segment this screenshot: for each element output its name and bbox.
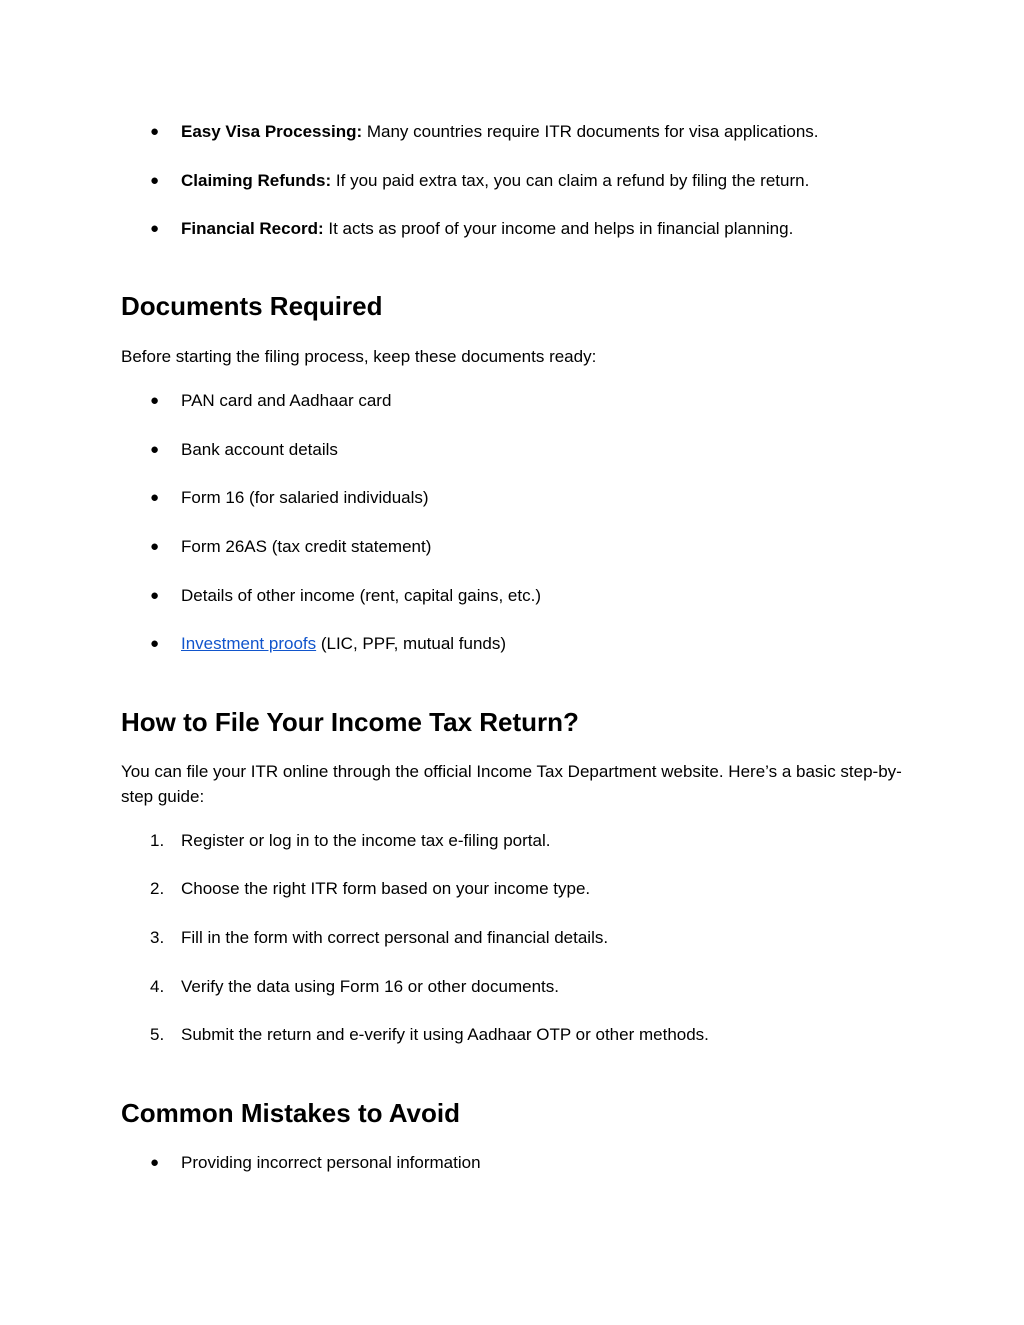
bullet-marker: ● [150, 587, 160, 604]
documents-intro: Before starting the filing process, keep these documents ready: [121, 347, 597, 366]
bullet-marker: ● [150, 1154, 160, 1171]
section-heading-documents: Documents Required [121, 291, 383, 321]
benefit-term: Financial Record: [181, 219, 324, 238]
benefit-text: If you paid extra tax, you can claim a refund by filing the return. [331, 171, 810, 190]
step-number: 1. [150, 831, 165, 850]
bullet-marker: ● [150, 220, 160, 237]
benefit-text: Many countries require ITR documents for visa applications. [362, 122, 819, 141]
bullet-marker: ● [150, 441, 160, 458]
benefit-term: Easy Visa Processing: [181, 122, 363, 141]
bullet-marker: ● [150, 123, 160, 140]
step-number: 2. [150, 879, 165, 898]
section-heading-common-mistakes: Common Mistakes to Avoid [121, 1098, 461, 1128]
how-to-file-intro: You can file your ITR online through the official Income Tax Department website. Here’s a basic step-by-step guide: [121, 762, 902, 806]
bullet-marker: ● [150, 489, 160, 506]
benefit-term: Claiming Refunds: [181, 171, 332, 190]
investment-proofs-link[interactable]: Investment proofs [181, 634, 317, 653]
bullet-marker: ● [150, 538, 160, 555]
bullet-marker: ● [150, 172, 160, 189]
step-number: 4. [150, 977, 165, 996]
bullet-marker: ● [150, 392, 160, 409]
step-number: 3. [150, 928, 165, 947]
benefit-text: It acts as proof of your income and helps in financial planning. [323, 219, 794, 238]
step-number: 5. [150, 1025, 165, 1044]
section-heading-how-to-file: How to File Your Income Tax Return? [121, 707, 579, 737]
document-page: ● Easy Visa Processing: Many countries require ITR documents for visa applications. ● Claiming Refunds: If you paid extra tax, you can claim a refund by filing the return. ● Financial Record: It acts as proof of your income and helps in financial planning. Documents Required Before starting the filing process, keep these documents ready: ● PAN card and Aadhaar card ● Bank account details ● Form 16 (for salaried individuals) ● Form 26AS (tax credit statement) ● Details of other income (rent, capital gains, etc.) ● Investment proofs (LIC, PPF, mutual funds) How to File Your Income Tax Return? You can file your ITR online through the official Income Tax Department website. Here’s a basic step-by-step guide: 1. Register or log in to the income tax e-filing portal. 2. Choose the right ITR form based on your income type. 3. Fill in the form with correct personal and financial details. 4. Verify the data using Form 16 or other documents. 5. Submit the return and e-verify it using Aadhaar OTP or other methods. Common Mistakes to Avoid ● Providing incorrect personal information [0, 0, 1024, 1325]
bullet-marker: ● [150, 635, 160, 652]
